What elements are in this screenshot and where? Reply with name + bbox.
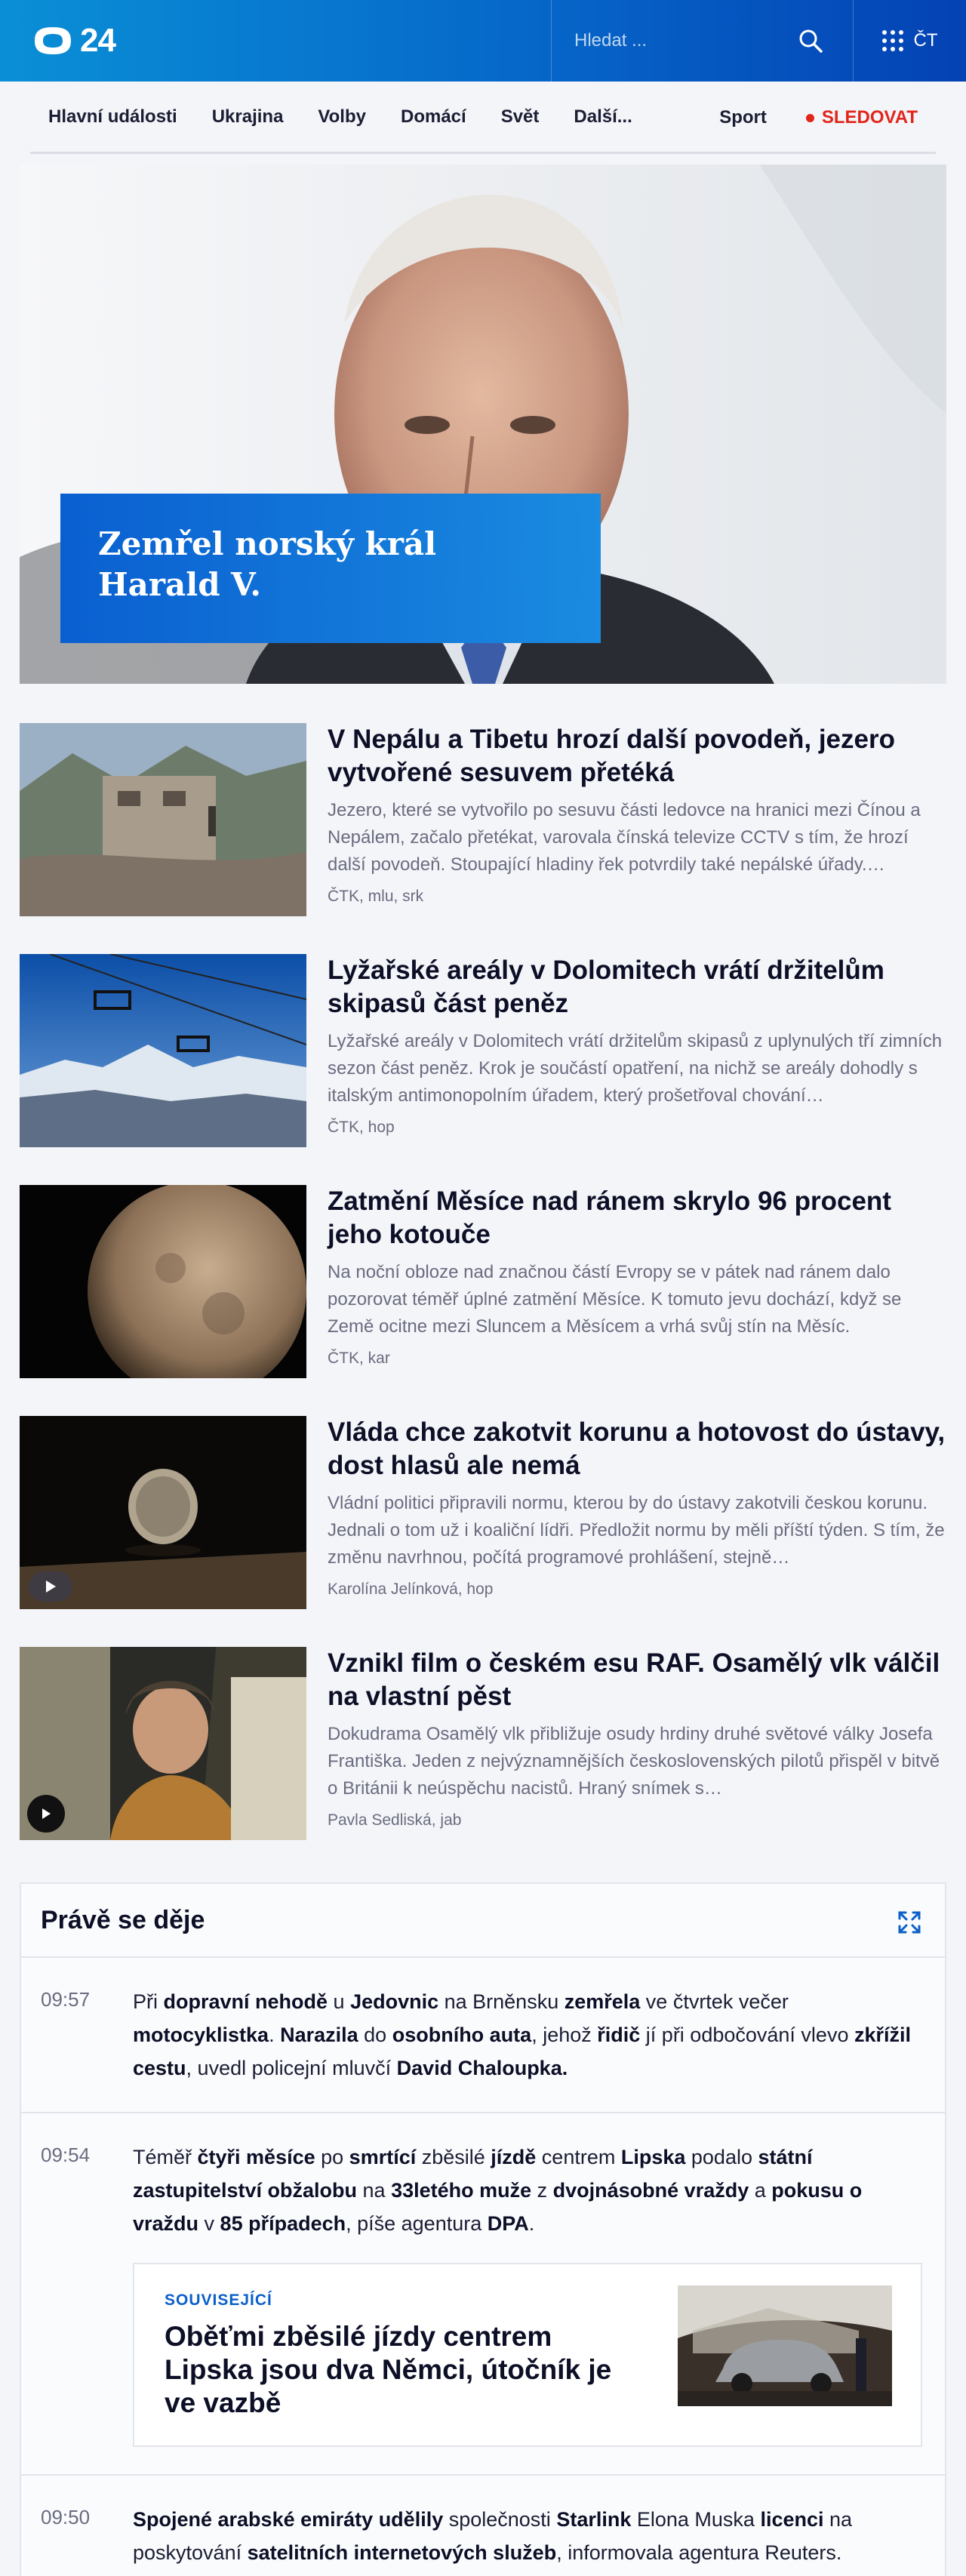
nav-item-svet[interactable]: Svět: [500, 106, 540, 127]
live-entry-text: [133, 1985, 922, 2085]
live-entry[interactable]: [21, 2113, 945, 2476]
live-entry-fragment: , informovala agentura Reuters.: [556, 2541, 842, 2564]
related-title[interactable]: Oběťmi zběsilé jízdy centrem Lipska jsou dva Němci, útočník je ve vazbě: [165, 2321, 612, 2418]
search-input[interactable]: [574, 30, 793, 51]
moon-image: [20, 1185, 306, 1378]
live-entry-fragment: do: [358, 2024, 392, 2046]
article-perex: Lyžařské areály v Dolomitech vrátí držitelům skipasů z uplynulých tří zimních sezon část peněz. Krok je součástí opatření, na nichž se areály dohodly s italským antimonopolním úřadem, který prošetřoval chování…: [328, 1031, 943, 1106]
nav-item-ukrajina[interactable]: Ukrajina: [211, 106, 284, 127]
live-entry-fragment: ve čtvrtek večer: [640, 1990, 789, 2013]
live-dot-icon: [806, 114, 814, 122]
article-thumbnail[interactable]: [20, 954, 306, 1147]
live-entry-highlight: smrtící: [349, 2146, 417, 2168]
live-entry-fragment: jí při odbočování vlevo: [640, 2024, 854, 2046]
car-scene-image: [678, 2285, 892, 2406]
article-body: [328, 954, 946, 1137]
live-entry-time: 09:50: [41, 2506, 91, 2528]
live-entry-fragment: Při: [133, 1990, 164, 2013]
live-entry-highlight: licenci: [760, 2508, 824, 2531]
live-entry-fragment: na poskytování: [133, 2508, 853, 2564]
article-source: ČTK, hop: [328, 1119, 395, 1136]
live-entry-highlight: Lipska: [620, 2146, 686, 2168]
article-source: ČTK, kar: [328, 1350, 390, 1367]
hero-title-line1: Zemřel norský král: [98, 525, 437, 562]
main-nav: [30, 82, 936, 154]
apps-grid-icon: [882, 30, 903, 51]
live-entry-highlight: motocyklistka: [133, 2024, 269, 2046]
live-entry-highlight: 85 případech: [220, 2212, 346, 2235]
live-entry-highlight: dvojnásobné vraždy: [552, 2179, 749, 2202]
live-entry-fragment: v: [198, 2212, 220, 2235]
article-title[interactable]: Vláda chce zakotvit korunu a hotovost do ústavy, dost hlasů ale nemá: [328, 1417, 946, 1480]
live-entry[interactable]: [21, 2476, 945, 2576]
article-item[interactable]: [20, 723, 946, 916]
live-entry-time: 09:57: [41, 1988, 91, 2011]
live-entry-fragment: Téměř: [133, 2146, 198, 2168]
live-entry-fragment: zběsilé: [416, 2146, 491, 2168]
article-item[interactable]: [20, 1185, 946, 1378]
live-entry-highlight: řidič: [597, 2024, 641, 2046]
article-thumbnail[interactable]: [20, 1185, 306, 1378]
live-entry-highlight: Spojené arabské emiráty: [133, 2508, 374, 2531]
nav-item-dalsi[interactable]: Další...: [574, 106, 632, 127]
live-entry-highlight: pokusu o vraždu: [133, 2179, 863, 2235]
nav-item-domaci[interactable]: Domácí: [400, 106, 466, 127]
article-source: ČTK, mlu, srk: [328, 888, 424, 905]
related-thumbnail[interactable]: [678, 2285, 892, 2406]
search-button[interactable]: [795, 26, 826, 56]
live-entry-text: [133, 2141, 922, 2240]
ct24-logo[interactable]: [0, 0, 115, 82]
article-body: [328, 1647, 946, 1830]
live-entry-fragment: na Brněnsku: [438, 1990, 565, 2013]
article-title[interactable]: Vznikl film o českém esu RAF. Osamělý vlk válčil na vlastní pěst: [328, 1648, 940, 1711]
article-perex: Vládní politici připravili normu, kterou by do ústavy zakotvili českou korunu. Jednali o tom už i koaliční lídři. Předložit normu by měli příští týden. S tím, že změnu navrhnou, počítá programové prohlášení, stejně…: [328, 1493, 945, 1568]
live-entry-highlight: David Chaloupka: [396, 2057, 562, 2079]
nav-item-sport[interactable]: Sport: [719, 107, 767, 128]
live-entry-highlight: 33letého muže: [391, 2179, 532, 2202]
hero-title-box: [60, 494, 601, 643]
site-header: [0, 0, 966, 82]
ski-lift-image: [20, 954, 306, 1147]
logo-text: 24: [80, 22, 115, 59]
hero-title[interactable]: [98, 524, 563, 605]
live-entry-highlight: osobního auta: [392, 2024, 532, 2046]
live-entry-time: 09:54: [41, 2144, 91, 2166]
live-entry-fragment: , píše agentura: [346, 2212, 488, 2235]
article-body: [328, 1185, 946, 1368]
live-entry-highlight: Starlink: [556, 2508, 632, 2531]
live-entry-fragment: Elona Muska: [631, 2508, 761, 2531]
live-entry-text: [133, 2503, 922, 2569]
apps-menu-button[interactable]: [853, 0, 966, 82]
live-entry-fragment: , jehož: [531, 2024, 598, 2046]
article-thumbnail[interactable]: [20, 1647, 306, 1840]
live-feed-header: [21, 1884, 945, 1958]
live-entry-highlight: satelitních internetových služeb: [247, 2541, 557, 2564]
hero-article[interactable]: [20, 165, 946, 684]
live-entry-fragment: , uvedl policejní mluvčí: [186, 2057, 397, 2079]
play-icon: [41, 1808, 51, 1820]
article-thumbnail[interactable]: [20, 723, 306, 916]
ct24-logo-icon: [32, 24, 74, 57]
article-source: Karolína Jelínková, hop: [328, 1580, 494, 1598]
nav-right: [719, 82, 918, 154]
hero-title-line2: Harald V.: [98, 566, 262, 603]
live-entry-highlight: Jedovnic: [350, 1990, 439, 2013]
article-perex: Dokudrama Osamělý vlk přibližuje osudy hrdiny druhé světové války Josefa Františka. Jeden z nejvýznamnějších československých pilotů přispěl v bitvě o Británii k neúspěchu nacistů. Hraný snímek s…: [328, 1724, 940, 1799]
live-entry-fragment: z: [531, 2179, 553, 2202]
live-entry-highlight: zemřela: [564, 1990, 641, 2013]
live-entry-highlight: dopravní nehodě: [163, 1990, 328, 2013]
live-entry-fragment: podalo: [685, 2146, 758, 2168]
article-item[interactable]: [20, 1647, 946, 1840]
live-entry-fragment: po: [315, 2146, 349, 2168]
live-entry-highlight: udělily: [378, 2508, 444, 2531]
search-icon: [798, 28, 823, 54]
live-entry[interactable]: [21, 1958, 945, 2113]
live-feed-title: Právě se děje: [41, 1905, 205, 1934]
live-entry-fragment: [373, 2508, 379, 2531]
video-badge: [29, 1571, 72, 1602]
nav-item-volby[interactable]: Volby: [318, 106, 366, 127]
article-title[interactable]: V Nepálu a Tibetu hrozí další povodeň, jezero vytvořené sesuvem přetéká: [328, 725, 895, 787]
video-badge: [27, 1795, 65, 1833]
article-title[interactable]: Zatmění Měsíce nad ránem skrylo 96 procent jeho kotouče: [328, 1186, 891, 1249]
live-entry-highlight: DPA: [487, 2212, 529, 2235]
apps-label: ČT: [913, 30, 938, 51]
play-icon: [45, 1580, 57, 1593]
article-item[interactable]: [20, 1416, 946, 1609]
article-source: Pavla Sedliská, jab: [328, 1811, 462, 1829]
live-entry-highlight: čtyři měsíce: [197, 2146, 315, 2168]
article-thumbnail[interactable]: [20, 1416, 306, 1609]
live-watch-label: SLEDOVAT: [821, 107, 918, 128]
related-article-card[interactable]: [133, 2263, 922, 2447]
live-entry-fragment: centrem: [536, 2146, 621, 2168]
live-entry-fragment: u: [328, 1990, 351, 2013]
live-entry-highlight: zkřížil cestu: [133, 2024, 911, 2079]
live-entry-fragment: .: [269, 2024, 281, 2046]
article-perex: Jezero, které se vytvořilo po sesuvu části ledovce na hranici mezi Čínou a Nepálem, začalo přetékat, varovala čínská televize CCTV s tím, že hrozí další povodeň. Stoupající hladiny řek potvrdily také nepálské úřady.…: [328, 800, 921, 875]
live-entry-highlight: .: [561, 2057, 568, 2079]
search-box: [551, 0, 853, 82]
article-perex: Na noční obloze nad značnou částí Evropy se v pátek nad ránem dalo pozorovat téměř úplné zatmění Měsíce. K tomuto jevu dochází, když se Země ocitne mezi Sluncem a Měsícem a vrhá svůj stín na Měsíc.: [328, 1262, 902, 1337]
nav-item-hlavni-udalosti[interactable]: Hlavní události: [48, 106, 177, 127]
live-entry-fragment: .: [528, 2212, 535, 2235]
article-body: [328, 723, 946, 906]
live-entry-fragment: společnosti: [443, 2508, 557, 2531]
article-body: [328, 1416, 946, 1599]
article-title[interactable]: Lyžařské areály v Dolomitech vrátí držitelům skipasů část peněz: [328, 956, 884, 1018]
live-entry-highlight: jízdě: [491, 2146, 537, 2168]
article-item[interactable]: [20, 954, 946, 1147]
live-entry-highlight: státní zastupitelství obžalobu: [133, 2146, 813, 2202]
live-feed: [20, 1882, 946, 2576]
live-entry-fragment: na: [357, 2179, 392, 2202]
related-label: SOUVISEJÍCÍ: [165, 2291, 272, 2309]
live-watch-link[interactable]: [806, 107, 918, 128]
live-entry-fragment: a: [749, 2179, 772, 2202]
flood-image: [20, 723, 306, 916]
live-entry-highlight: Narazila: [280, 2024, 358, 2046]
expand-icon[interactable]: [897, 1910, 922, 1935]
